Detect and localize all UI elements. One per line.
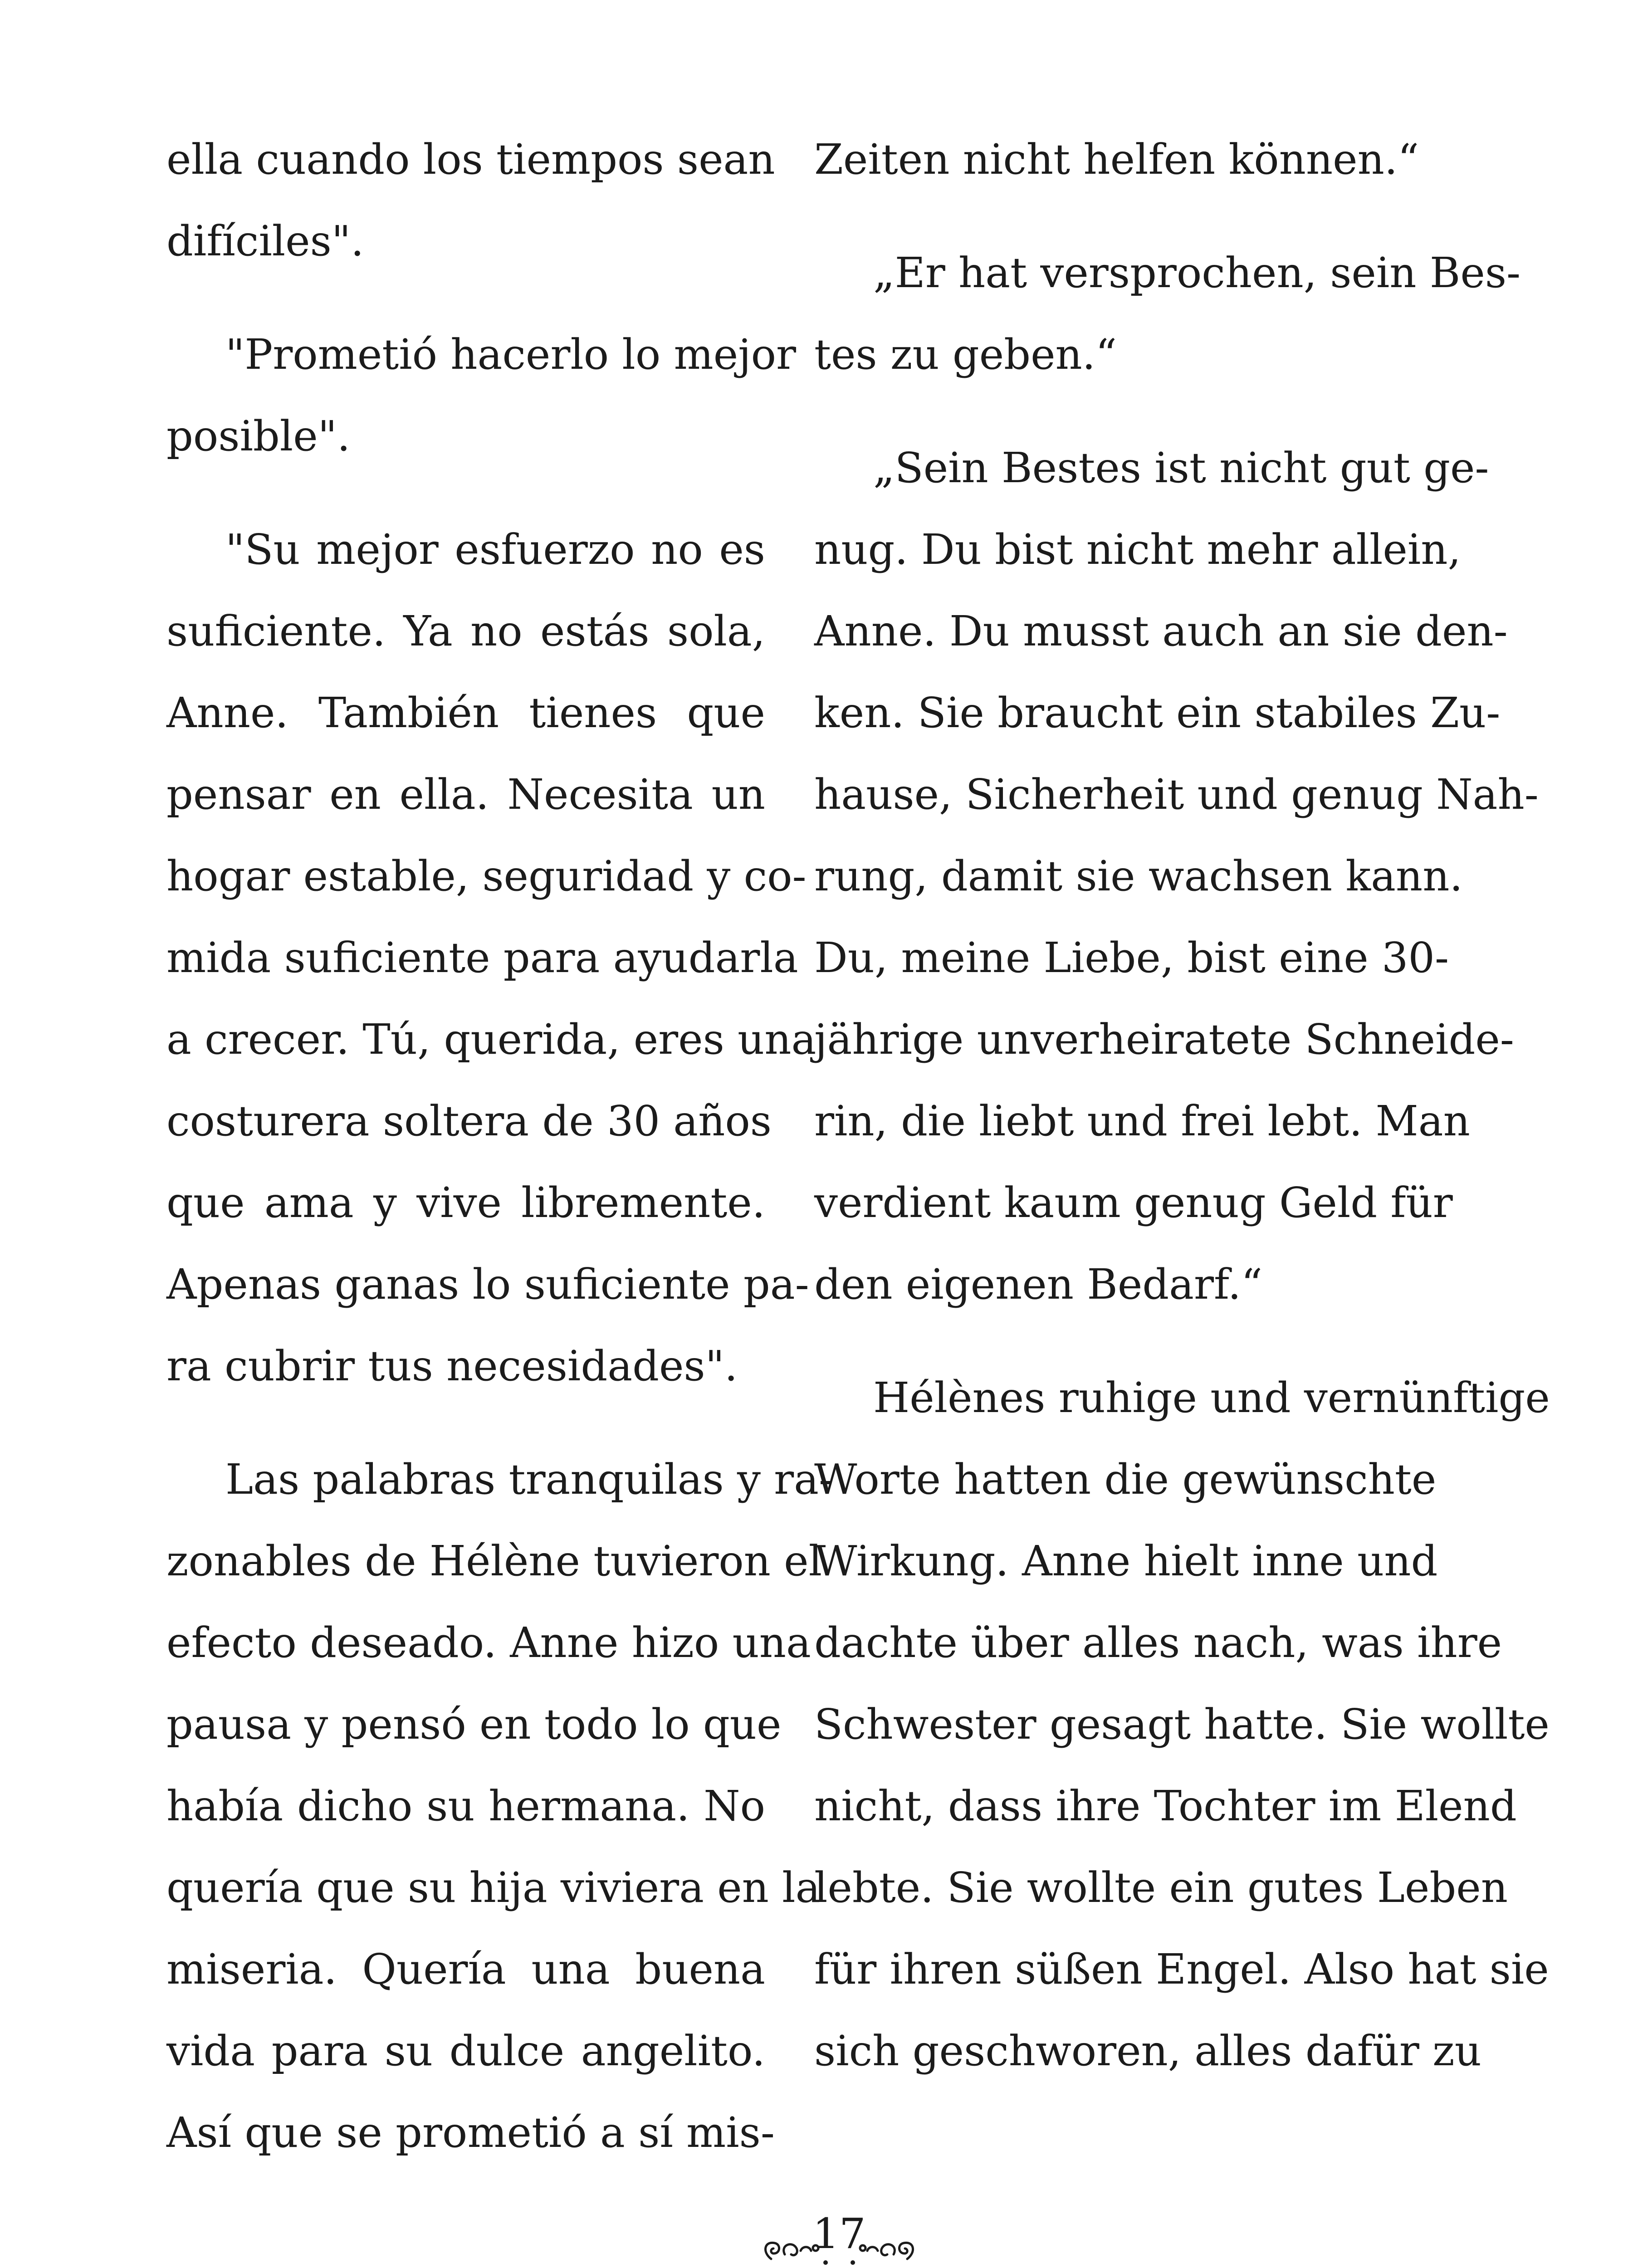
text-line: den eigenen Bedarf.“ [814,1260,1263,1309]
text-line: nicht, dass ihre Tochter im Elend [814,1782,1517,1830]
text-line: Schwester gesagt hatte. Sie wollte [814,1700,1550,1749]
text-line: Las palabras tranquilas y ra- [225,1455,833,1504]
text-line: tes zu geben.“ [814,330,1117,379]
left-column-spanish [166,119,833,2174]
text-line: rung, damit sie wachsen kann. [814,852,1463,900]
text-line: miseria. Quería una buena [166,1945,765,1994]
right-column-german [814,119,1550,2092]
text-line: ra cubrir tus necesidades". [166,1342,738,1390]
text-line: Hélènes ruhige und vernünftige [873,1374,1550,1422]
text-line: posible". [166,412,351,460]
text-line: Wirkung. Anne hielt inne und [814,1537,1438,1585]
text-line: "Su mejor esfuerzo no es [225,525,765,574]
text-line: für ihren süßen Engel. Also hat sie [814,1945,1549,1994]
text-line: sich geschworen, alles dafür zu [814,2027,1481,2075]
text-line: costurera soltera de 30 años [166,1097,772,1145]
text-line: „Sein Bestes ist nicht gut ge- [873,444,1489,492]
text-line: difíciles". [166,217,364,265]
text-line: Zeiten nicht helfen können.“ [814,135,1419,184]
text-line: hause, Sicherheit und genug Nah- [814,770,1539,819]
text-line: Anne. También tienes que [166,689,765,737]
text-line: lebte. Sie wollte ein gutes Leben [814,1863,1508,1912]
page-footer [753,2209,925,2268]
text-line: había dicho su hermana. No [166,1782,765,1830]
text-line: Anne. Du musst auch an sie den- [814,607,1508,655]
text-line: Apenas ganas lo suficiente pa- [166,1260,809,1309]
text-line: "Prometió hacerlo lo mejor [225,330,797,379]
text-line: zonables de Hélène tuvieron el [166,1537,822,1585]
text-line: a crecer. Tú, querida, eres una [166,1015,816,1064]
text-line: Así que se prometió a sí mis- [166,2108,775,2157]
text-line: suficiente. Ya no estás sola, [166,607,765,655]
text-line: vida para su dulce angelito. [166,2027,765,2075]
text-line: Du, meine Liebe, bist eine 30- [814,934,1449,982]
text-line: hogar estable, seguridad y co- [166,852,807,900]
text-line: verdient kaum genug Geld für [814,1178,1453,1227]
text-line: mida suficiente para ayudarla [166,934,798,982]
text-line: quería que su hija viviera en la [166,1863,821,1912]
text-line: que ama y vive libremente. [166,1178,765,1227]
text-line: pausa y pensó en todo lo que [166,1700,782,1749]
text-line: „Er hat versprochen, sein Bes- [873,249,1521,297]
text-line: nug. Du bist nicht mehr allein, [814,525,1461,574]
text-line: ken. Sie braucht ein stabiles Zu- [814,689,1501,737]
text-line: efecto deseado. Anne hizo una [166,1618,811,1667]
text-line: jährige unverheiratete Schneide- [814,1015,1514,1064]
text-line: dachte über alles nach, was ihre [814,1618,1502,1667]
text-line: rin, die liebt und frei lebt. Man [814,1097,1470,1145]
text-line: pensar en ella. Necesita un [166,770,765,819]
text-line: Worte hatten die gewünschte [814,1455,1437,1504]
text-line: ella cuando los tiempos sean [166,135,775,184]
page-number: 17 [812,2209,866,2258]
